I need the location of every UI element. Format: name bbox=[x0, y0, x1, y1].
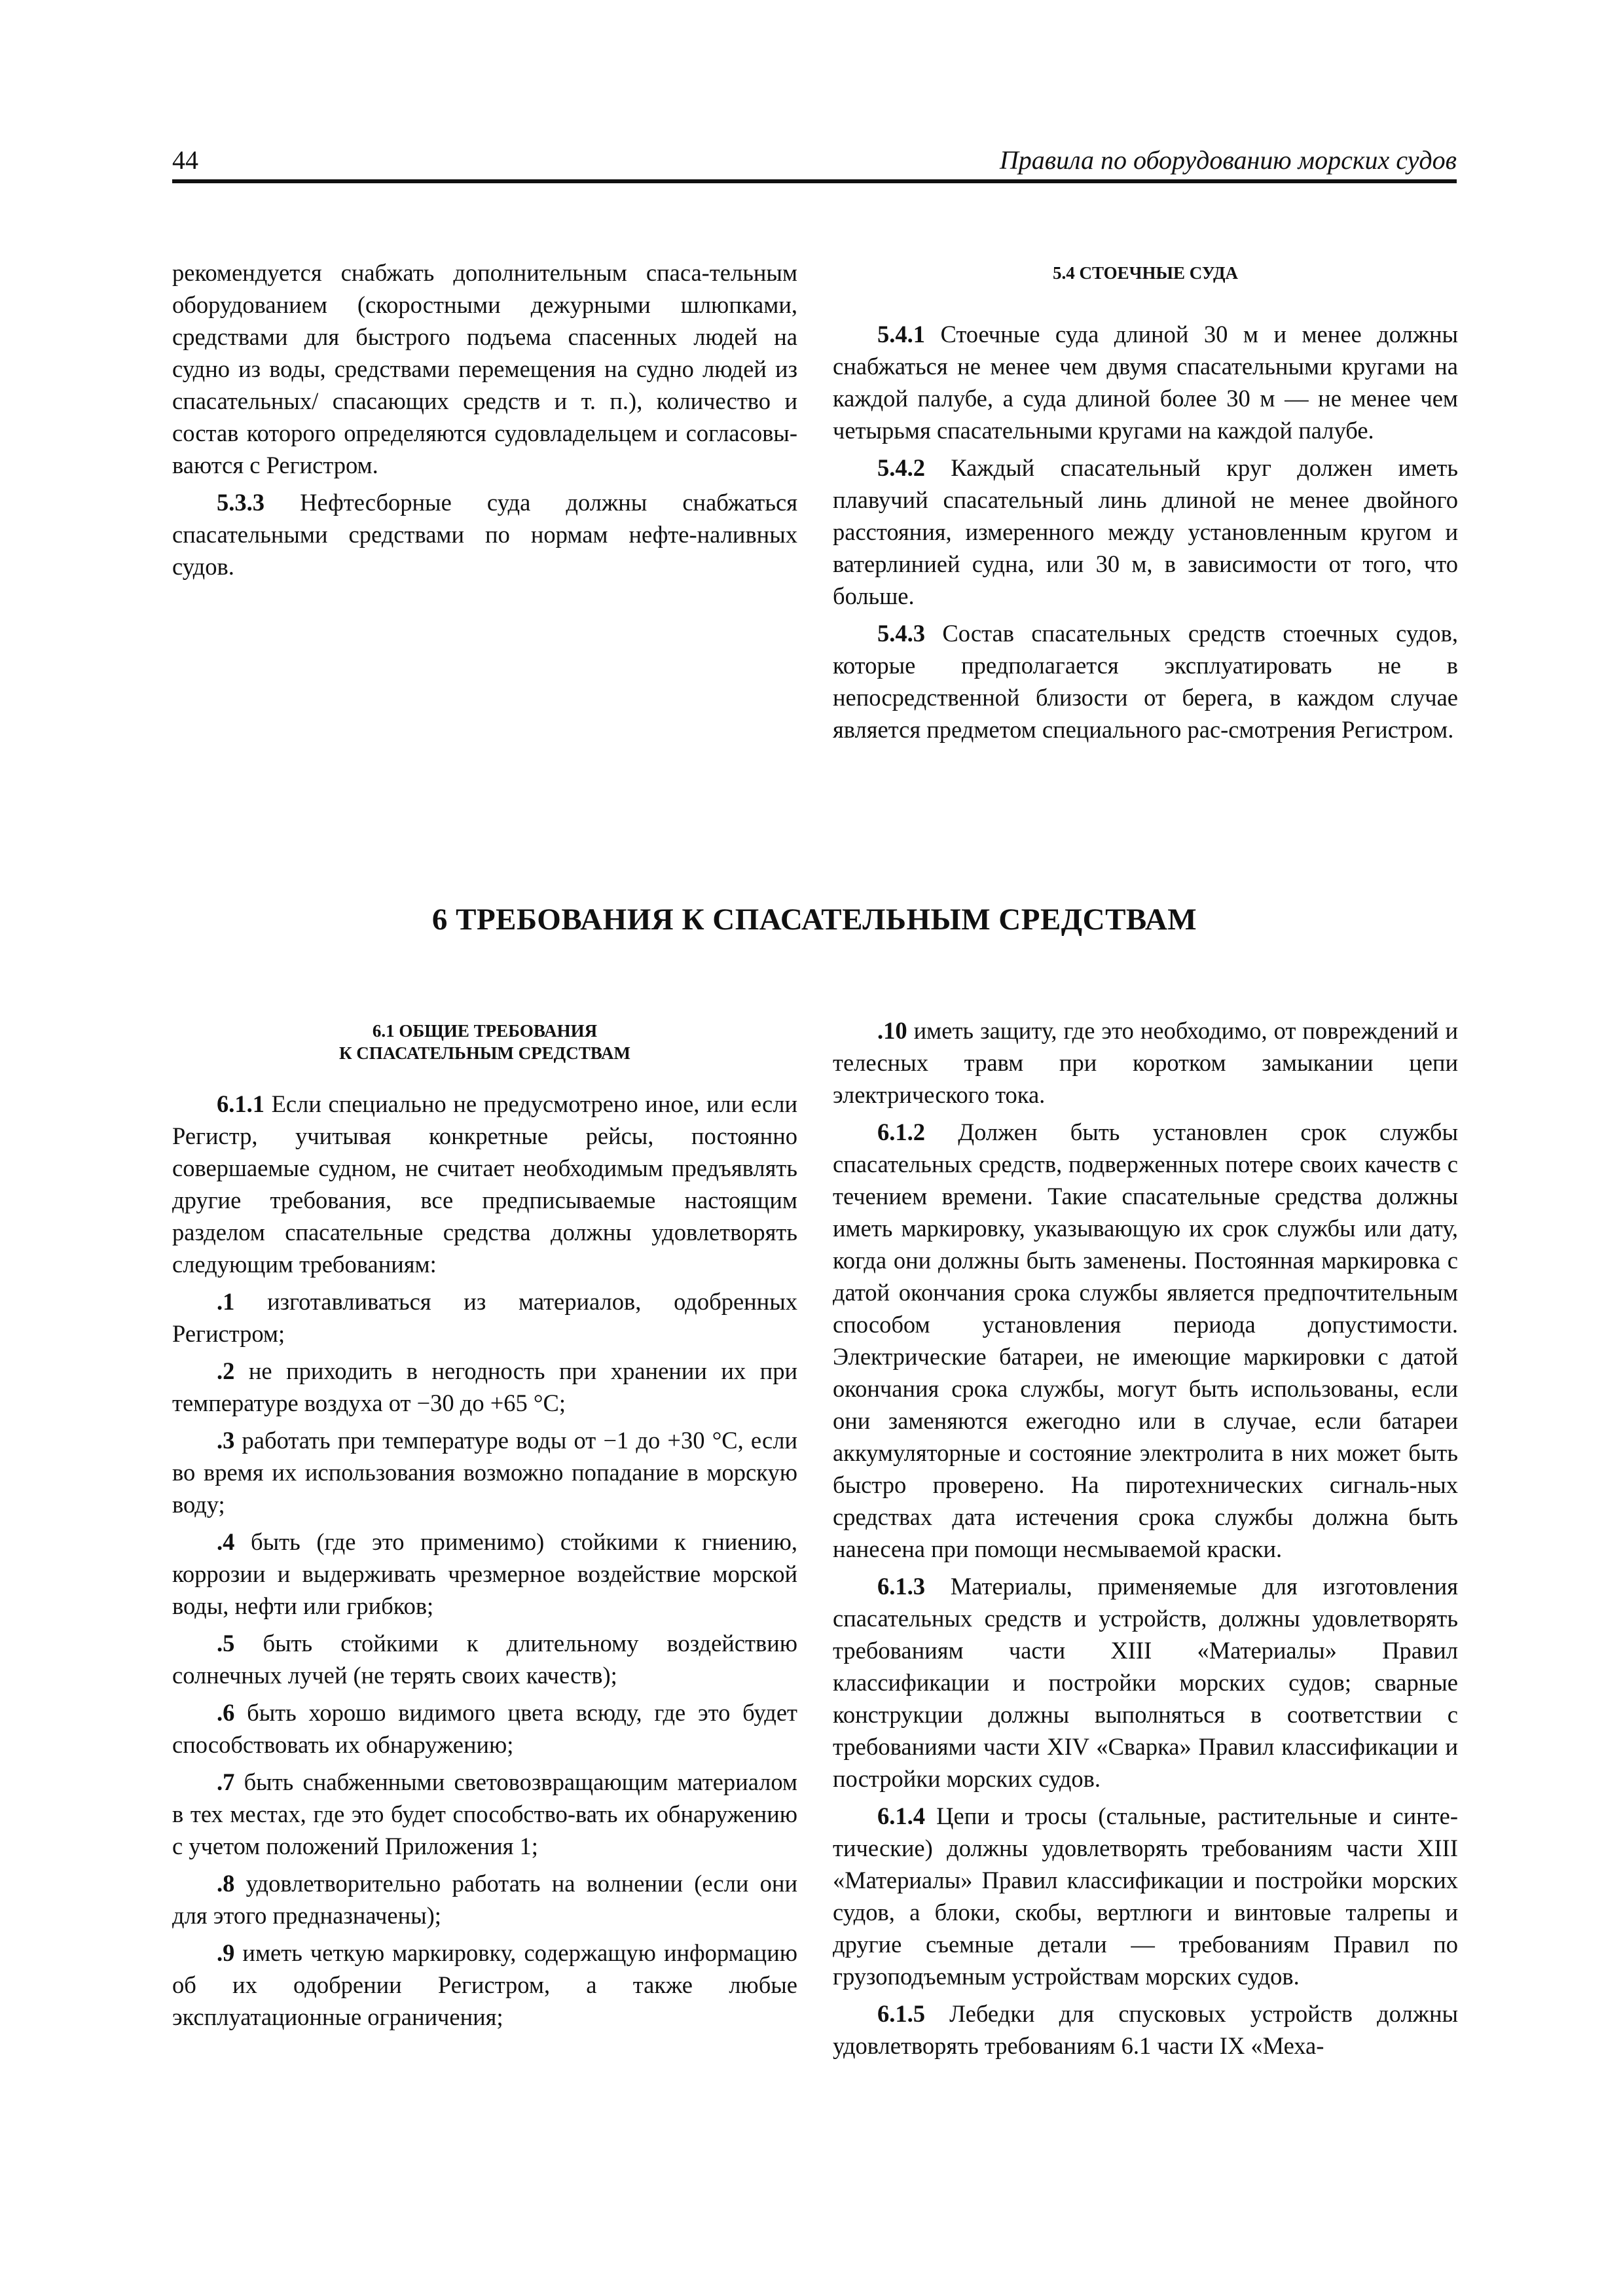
clause-number: 5.3.3 bbox=[217, 489, 264, 516]
paragraph-6-1-4: 6.1.4 Цепи и тросы (стальные, растительные и синте-тические) должны удовлетворять требованиям части XIII «Материалы» Правил классификации и постройки морских судов, а блоки, скобы, вертлюги и винтовые талрепы и другие съемные детали — требованиям Правил по грузоподъемным устройствам морских судов. bbox=[833, 1803, 1458, 1990]
clause-number: 5.4.2 bbox=[877, 454, 925, 481]
paragraph-5-4-3: 5.4.3 Состав спасательных средств стоечных судов, которые предполагается эксплуатировать не в непосредственной близости от берега, в каждом случае является предметом специального рас-смотрения Регистром. bbox=[833, 620, 1458, 743]
paragraph-continued: рекомендуется снабжать дополнительным спаса-тельным оборудованием (скоростными дежурными шлюпками, средствами для быстрого подъема спасенных людей на судно из воды, средствами перемещения на судно людей из спасательных/ спасающих средств и т. п.), количество и состав которого определяются судовладельцем и согласовы-ваются с Регистром. bbox=[172, 259, 797, 478]
paragraph-5-3-3: 5.3.3 Нефтесборные суда должны снабжаться спасательными средствами по нормам нефте-наливных судов. bbox=[172, 489, 797, 580]
page-header bbox=[172, 143, 1457, 183]
clause-number: 6.1.2 bbox=[877, 1119, 925, 1145]
paragraph-6-1-1: 6.1.1 Если специально не предусмотрено иное, или если Регистр, учитывая конкретные рейсы, постоянно совершаемые судном, не считает необходимым предъявлять другие требования, все предписываемые настоящим разделом спасательные средства должны удовлетворять следующим требованиям: bbox=[172, 1090, 797, 1278]
paragraph-5-4-2: 5.4.2 Каждый спасательный круг должен иметь плавучий спасательный линь длиной не менее двойного расстояния, измеренного между установленным кругом и ватерлинией судна, или 30 м, в зависимости от того, что больше. bbox=[833, 454, 1458, 609]
clause-number: 6.1.5 bbox=[877, 2000, 925, 2027]
list-item-9: .9 иметь четкую маркировку, содержащую информацию об их одобрении Регистром, а также любые эксплуатационные ограничения; bbox=[172, 1939, 797, 2030]
list-item-3: .3 работать при температуре воды от −1 до +30 °С, если во время их использования возможно попадание в морскую воду; bbox=[172, 1427, 797, 1518]
list-item-8: .8 удовлетворительно работать на волнении (если они для этого предназначены); bbox=[172, 1870, 797, 1929]
clause-number: 6.1.1 bbox=[217, 1090, 264, 1117]
top-left-column bbox=[172, 257, 797, 583]
page-number: 44 bbox=[172, 145, 198, 175]
clause-number: 5.4.1 bbox=[877, 321, 925, 348]
list-item-1: .1 изготавливаться из материалов, одобренных Регистром; bbox=[172, 1288, 797, 1347]
section-6-1-left-column bbox=[172, 1014, 797, 2033]
paragraph-5-4-1: 5.4.1 Стоечные суда длиной 30 м и менее должны снабжаться не менее чем двумя спасательными кругами на каждой палубе, а суда длиной более 30 м — не менее чем четырьмя спасательными кругами на каждой палубе. bbox=[833, 321, 1458, 444]
list-item-2: .2 не приходить в негодность при хранении их при температуре воздуха от −30 до +65 °С; bbox=[172, 1357, 797, 1416]
section-5-4 bbox=[833, 257, 1458, 745]
list-item-6: .6 быть хорошо видимого цвета всюду, где это будет способствовать их обнаружению; bbox=[172, 1699, 797, 1758]
chapter-title: 6 ТРЕБОВАНИЯ К СПАСАТЕЛЬНЫМ СРЕДСТВАМ bbox=[431, 903, 1197, 937]
section-6-1-right-column bbox=[833, 1014, 1458, 2062]
section-heading-5-4: 5.4 СТОЕЧНЫЕ СУДА bbox=[1052, 263, 1239, 283]
section-heading-6-1: 6.1 ОБЩИЕ ТРЕБОВАНИЯ К СПАСАТЕЛЬНЫМ СРЕДСТВАМ bbox=[338, 1021, 630, 1063]
paragraph-6-1-3: 6.1.3 Материалы, применяемые для изготовления спасательных средств и устройств, должны удовлетворять требованиям части XIII «Материалы» Правил классификации и постройки морских судов; сварные конструкции должны выполняться в соответствии с требованиями части XIV «Сварка» Правил классификации и постройки морских судов. bbox=[833, 1573, 1458, 1792]
list-item-4: .4 быть (где это применимо) стойкими к гниению, коррозии и выдерживать чрезмерное воздействие морской воды, нефти или грибков; bbox=[172, 1528, 797, 1619]
clause-number: 5.4.3 bbox=[877, 620, 925, 647]
list-item-10: .10 иметь защиту, где это необходимо, от повреждений и телесных травм при коротком замыкании цепи электрического тока. bbox=[833, 1017, 1458, 1108]
paragraph-6-1-2: 6.1.2 Должен быть установлен срок службы спасательных средств, подверженных потере своих качеств с течением времени. Такие спасательные средства должны иметь маркировку, указывающую их срок службы или дату, когда они должны быть заменены. Постоянная маркировка с датой окончания срока службы является предпочтительным способом установления периода допустимости. Электрические батареи, не имеющие маркировки с датой окончания срока службы, могут быть использованы, если они заменяются ежегодно или в случае, если батареи аккумуляторные и состояние электролита в них может быть быстро проверено. На пиротехнических сигналь-ных средствах дата истечения срока службы должна быть нанесена при помощи несмываемой краски. bbox=[833, 1119, 1458, 1562]
paragraph-6-1-5: 6.1.5 Лебедки для спусковых устройств должны удовлетворять требованиям 6.1 части IX «Меха- bbox=[833, 2000, 1458, 2059]
running-title: Правила по оборудованию морских судов bbox=[999, 145, 1457, 175]
clause-number: 6.1.4 bbox=[877, 1803, 925, 1829]
clause-number: 6.1.3 bbox=[877, 1573, 925, 1600]
list-item-7: .7 быть снабженными световозвращающим материалом в тех местах, где это будет способство-вать их обнаружению с учетом положений Приложения 1; bbox=[172, 1768, 797, 1859]
list-item-5: .5 быть стойкими к длительному воздействию солнечных лучей (не терять своих качеств); bbox=[172, 1630, 797, 1689]
